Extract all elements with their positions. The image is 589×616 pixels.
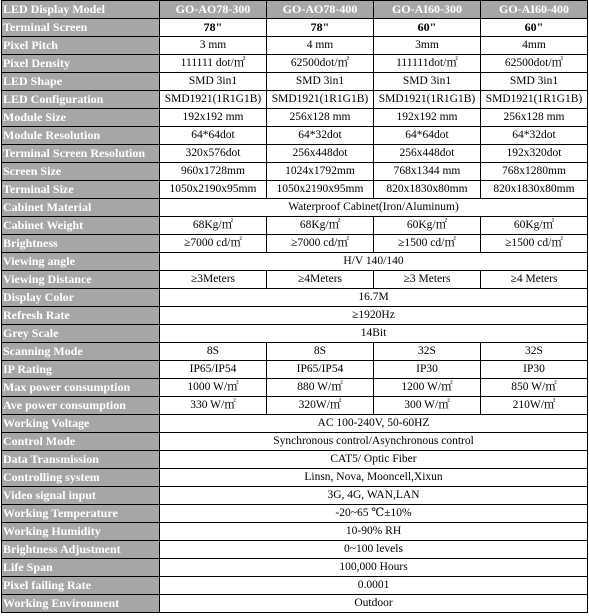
spec-value: 60Kg/㎡	[374, 217, 481, 235]
spec-label: Terminal Screen	[2, 19, 160, 37]
spec-row	[2, 577, 588, 595]
spec-value: 8S	[160, 343, 267, 361]
spec-row	[2, 73, 588, 91]
spec-label: Scanning Mode	[2, 343, 160, 361]
spec-label: LED Configuration	[2, 91, 160, 109]
spec-value: 850 W/㎡	[481, 379, 588, 397]
spec-label: Ave power consumption	[2, 397, 160, 415]
spec-value: IP30	[481, 361, 588, 379]
spec-label: Viewing angle	[2, 253, 160, 271]
spec-row	[2, 559, 588, 577]
spec-label: Cabinet Material	[2, 199, 160, 217]
spec-value: 3 mm	[160, 37, 267, 55]
spec-label: Module Resolution	[2, 127, 160, 145]
spec-row	[2, 379, 588, 397]
spec-row	[2, 487, 588, 505]
spec-value-shared: 0~100 levels	[160, 541, 588, 559]
spec-body	[2, 19, 588, 613]
spec-label: Control Mode	[2, 433, 160, 451]
spec-value-shared: -20~65 ℃±10%	[160, 505, 588, 523]
spec-value-shared: 16.7M	[160, 289, 588, 307]
spec-value-shared: CAT5/ Optic Fiber	[160, 451, 588, 469]
spec-value-shared: Synchronous control/Asynchronous control	[160, 433, 588, 451]
spec-value: 64*32dot	[267, 127, 374, 145]
spec-table	[1, 0, 588, 613]
spec-label: Video signal input	[2, 487, 160, 505]
spec-value: ≥1500 cd/㎡	[374, 235, 481, 253]
spec-value: 78"	[267, 19, 374, 37]
spec-value: SMD1921(1R1G1B)	[160, 91, 267, 109]
spec-value: 64*64dot	[374, 127, 481, 145]
spec-value: 78"	[160, 19, 267, 37]
spec-value: IP65/IP54	[267, 361, 374, 379]
model-header: GO-AO78-300	[160, 1, 267, 19]
spec-value-shared: 100,000 Hours	[160, 559, 588, 577]
spec-value: 820x1830x80mm	[481, 181, 588, 199]
spec-value: 1050x2190x95mm	[160, 181, 267, 199]
spec-row	[2, 325, 588, 343]
spec-label: Terminal Screen Resolution	[2, 145, 160, 163]
spec-row	[2, 19, 588, 37]
spec-value-shared: 10-90% RH	[160, 523, 588, 541]
spec-value: 4mm	[481, 37, 588, 55]
spec-value: ≥1500 cd/㎡	[481, 235, 588, 253]
spec-label: Refresh Rate	[2, 307, 160, 325]
spec-row	[2, 181, 588, 199]
spec-row	[2, 397, 588, 415]
model-header: GO-AI60-300	[374, 1, 481, 19]
spec-row	[2, 433, 588, 451]
spec-value: 4 mm	[267, 37, 374, 55]
spec-value: 192x192 mm	[160, 109, 267, 127]
spec-value: ≥3 Meters	[374, 271, 481, 289]
spec-row	[2, 253, 588, 271]
spec-value: 1200 W/㎡	[374, 379, 481, 397]
spec-label: LED Shape	[2, 73, 160, 91]
spec-value: ≥7000 cd/㎡	[160, 235, 267, 253]
spec-value: 192x192 mm	[374, 109, 481, 127]
spec-row	[2, 55, 588, 73]
spec-value: 256x448dot	[374, 145, 481, 163]
spec-label: Working Voltage	[2, 415, 160, 433]
spec-value: IP65/IP54	[160, 361, 267, 379]
spec-row	[2, 415, 588, 433]
spec-row	[2, 523, 588, 541]
spec-row	[2, 451, 588, 469]
spec-label: Max power consumption	[2, 379, 160, 397]
spec-value: 32S	[481, 343, 588, 361]
spec-row	[2, 343, 588, 361]
spec-row	[2, 361, 588, 379]
spec-value: 1000 W/㎡	[160, 379, 267, 397]
spec-value-shared: Waterproof Cabinet(Iron/Aluminum)	[160, 199, 588, 217]
spec-value: SMD 3in1	[374, 73, 481, 91]
spec-label: Working Temperature	[2, 505, 160, 523]
spec-value: SMD1921(1R1G1B)	[374, 91, 481, 109]
spec-label: Brightness	[2, 235, 160, 253]
spec-value: 60"	[481, 19, 588, 37]
spec-value-shared: AC 100-240V, 50-60HZ	[160, 415, 588, 433]
spec-value: 960x1728mm	[160, 163, 267, 181]
spec-row	[2, 289, 588, 307]
spec-value: 64*32dot	[481, 127, 588, 145]
spec-value: ≥3Meters	[160, 271, 267, 289]
spec-label: Brightness Adjustment	[2, 541, 160, 559]
spec-value: 111111 dot/㎡	[160, 55, 267, 73]
spec-row	[2, 91, 588, 109]
header-label: LED Display Model	[2, 1, 160, 19]
spec-value: SMD1921(1R1G1B)	[481, 91, 588, 109]
spec-value-shared: 3G, 4G, WAN,LAN	[160, 487, 588, 505]
spec-label: Data Transmission	[2, 451, 160, 469]
spec-label: Pixel Pitch	[2, 37, 160, 55]
spec-value-shared: ≥1920Hz	[160, 307, 588, 325]
spec-value: 768x1280mm	[481, 163, 588, 181]
spec-value: ≥4Meters	[267, 271, 374, 289]
spec-value: 192x320dot	[481, 145, 588, 163]
spec-value: 60"	[374, 19, 481, 37]
spec-row	[2, 505, 588, 523]
spec-value: 256x448dot	[267, 145, 374, 163]
spec-value: 820x1830x80mm	[374, 181, 481, 199]
spec-value-shared: Linsn, Nova, Mooncell,Xixun	[160, 469, 588, 487]
spec-value: 768x1344 mm	[374, 163, 481, 181]
spec-value: 300 W/㎡	[374, 397, 481, 415]
spec-value: 880 W/㎡	[267, 379, 374, 397]
model-header: GO-AI60-400	[481, 1, 588, 19]
spec-value: 256x128 mm	[481, 109, 588, 127]
spec-value-shared: H/V 140/140	[160, 253, 588, 271]
spec-label: Pixel failing Rate	[2, 577, 160, 595]
spec-value-shared: 0.0001	[160, 577, 588, 595]
spec-value: 210W/㎡	[481, 397, 588, 415]
spec-value: 68Kg/㎡	[267, 217, 374, 235]
header-row	[2, 1, 588, 19]
spec-value: 62500dot/㎡	[267, 55, 374, 73]
spec-value-shared: Outdoor	[160, 595, 588, 613]
spec-value: SMD 3in1	[267, 73, 374, 91]
spec-row	[2, 235, 588, 253]
spec-value: 8S	[267, 343, 374, 361]
spec-row	[2, 541, 588, 559]
spec-label: Working Humidity	[2, 523, 160, 541]
spec-value: 32S	[374, 343, 481, 361]
spec-value: ≥4 Meters	[481, 271, 588, 289]
spec-row	[2, 163, 588, 181]
spec-row	[2, 37, 588, 55]
spec-row	[2, 109, 588, 127]
spec-label: Module Size	[2, 109, 160, 127]
spec-label: Screen Size	[2, 163, 160, 181]
spec-row	[2, 271, 588, 289]
spec-row	[2, 307, 588, 325]
spec-label: Grey Scale	[2, 325, 160, 343]
spec-value: 1024x1792mm	[267, 163, 374, 181]
spec-value: 68Kg/㎡	[160, 217, 267, 235]
spec-label: Pixel Density	[2, 55, 160, 73]
spec-row	[2, 469, 588, 487]
spec-row	[2, 199, 588, 217]
spec-value: 1050x2190x95mm	[267, 181, 374, 199]
spec-row	[2, 217, 588, 235]
spec-value: 62500dot/㎡	[481, 55, 588, 73]
spec-label: Viewing Distance	[2, 271, 160, 289]
spec-value: SMD 3in1	[481, 73, 588, 91]
spec-label: Life Span	[2, 559, 160, 577]
spec-row	[2, 127, 588, 145]
spec-value: SMD1921(1R1G1B)	[267, 91, 374, 109]
spec-value: 3mm	[374, 37, 481, 55]
spec-value: 320x576dot	[160, 145, 267, 163]
spec-value-shared: 14Bit	[160, 325, 588, 343]
spec-value: ≥7000 cd/㎡	[267, 235, 374, 253]
spec-value: 64*64dot	[160, 127, 267, 145]
spec-row	[2, 145, 588, 163]
spec-label: Working Environment	[2, 595, 160, 613]
spec-row	[2, 595, 588, 613]
spec-value: 256x128 mm	[267, 109, 374, 127]
spec-value: IP30	[374, 361, 481, 379]
spec-label: Terminal Size	[2, 181, 160, 199]
spec-label: Cabinet Weight	[2, 217, 160, 235]
spec-value: 320W/㎡	[267, 397, 374, 415]
spec-label: IP Rating	[2, 361, 160, 379]
spec-value: 60Kg/㎡	[481, 217, 588, 235]
spec-value: 111111dot/㎡	[374, 55, 481, 73]
spec-value: SMD 3in1	[160, 73, 267, 91]
spec-value: 330 W/㎡	[160, 397, 267, 415]
model-header: GO-AO78-400	[267, 1, 374, 19]
spec-label: Display Color	[2, 289, 160, 307]
spec-label: Controlling system	[2, 469, 160, 487]
